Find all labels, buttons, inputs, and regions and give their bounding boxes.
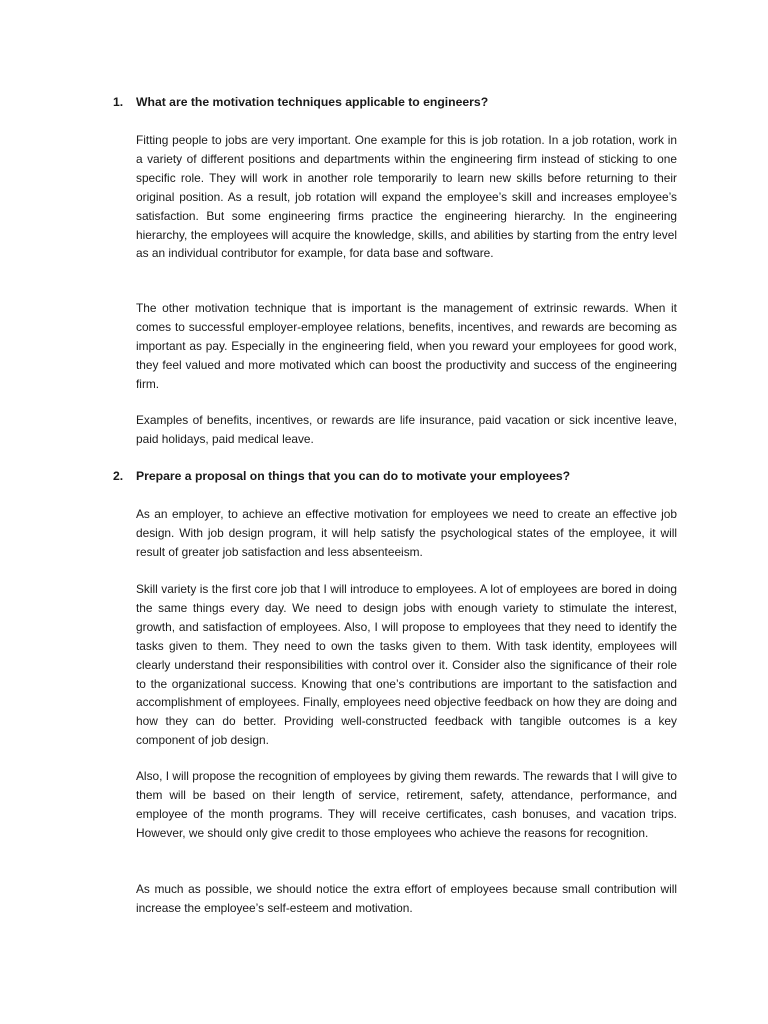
question-2-paragraph-3: Also, I will propose the recognition of employees by giving them rewards. The rewards that I will give to them will be based on their length of service, retirement, safety, attendance, performance, and employee of the month programs. They will receive certificates, cash bonuses, and vacation trips. However, we should only give credit to those employees who achieve the reasons for recognition. [136, 769, 677, 840]
question-1-paragraph-3: Examples of benefits, incentives, or rewards are life insurance, paid vacation or sick incentive leave, paid holidays, paid medical leave. [136, 413, 677, 446]
question-2-title: Prepare a proposal on things that you can do to motivate your employees? [136, 469, 571, 483]
question-2-number: 2. [113, 469, 124, 483]
question-2-paragraph-4: As much as possible, we should notice the extra effort of employees because small contribution will increase the employee’s self-esteem and motivation. [136, 882, 677, 915]
question-1-paragraph-2: The other motivation technique that is important is the management of extrinsic rewards. When it comes to successful employer-employee relations, benefits, incentives, and rewards are becoming as important as pay. Especially in the engineering field, when you reward your employees for good work, they feel valued and more motivated which can boost the productivity and success of the engineering firm. [136, 301, 677, 391]
question-1-number: 1. [113, 95, 124, 109]
question-1-title: What are the motivation techniques applicable to engineers? [136, 95, 489, 109]
question-2-paragraph-1: As an employer, to achieve an effective motivation for employees we need to create an effective job design. With job design program, it will help satisfy the psychological states of the employee, it will result of greater job satisfaction and less absenteeism. [136, 507, 677, 559]
question-1-paragraph-1: Fitting people to jobs are very important. One example for this is job rotation. In a job rotation, work in a variety of different positions and departments within the engineering firm instead of sticking to one specific role. They will work in another role temporarily to learn new skills before returning to their original position. As a result, job rotation will expand the employee’s skill and increases employee’s satisfaction. But some engineering firms practice the engineering hierarchy. In the engineering hierarchy, the employees will acquire the knowledge, skills, and abilities by starting from the entry level as an individual contributor for example, for data base and software. [136, 133, 677, 261]
question-2-paragraph-2: Skill variety is the first core job that I will introduce to employees. A lot of employees are bored in doing the same things every day. We need to design jobs with enough variety to stimulate the interest, growth, and satisfaction of employees. Also, I will propose to employees that they need to identify the tasks given to them. They need to own the tasks given to them. With task identity, employees will clearly understand their responsibilities with control over it. Consider also the significance of their role to the organizational success. Knowing that one’s contributions are important to the satisfaction and accomplishment of employees. Finally, employees need objective feedback on how they are doing and how they can do better. Providing well-constructed feedback with tangible outcomes is a key component of job design. [136, 582, 677, 748]
